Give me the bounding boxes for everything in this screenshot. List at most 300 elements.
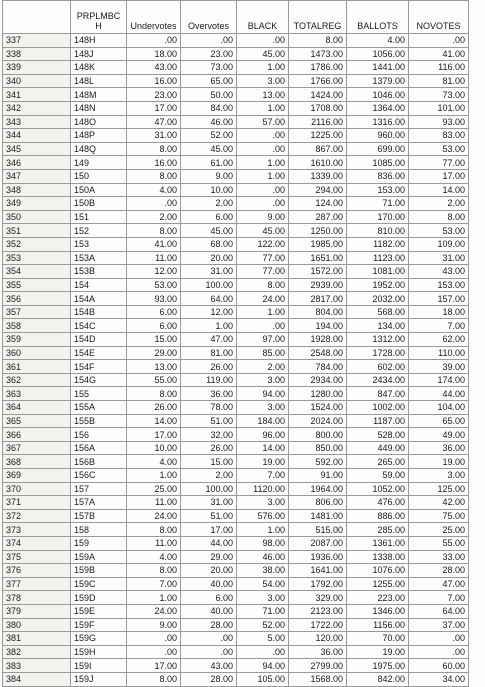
row-number[interactable]: 379 [3,604,71,618]
overvotes-cell[interactable]: 31.00 [181,496,237,510]
black-cell[interactable]: 1.00 [237,61,289,75]
black-cell[interactable]: 13.00 [237,88,289,102]
totalreg-cell[interactable]: 1766.00 [289,74,347,88]
totalreg-cell[interactable]: 1481.00 [289,509,347,523]
undervotes-cell[interactable]: .00 [127,197,181,211]
undervotes-cell[interactable]: 24.00 [127,509,181,523]
black-cell[interactable]: .00 [237,197,289,211]
undervotes-cell[interactable]: 43.00 [127,61,181,75]
black-cell[interactable]: 3.00 [237,591,289,605]
black-cell[interactable]: 46.00 [237,550,289,564]
precinct-cell[interactable]: 148P [71,129,127,143]
black-cell[interactable]: 38.00 [237,564,289,578]
overvotes-cell[interactable]: 23.00 [181,47,237,61]
novotes-cell[interactable]: 43.00 [409,265,469,279]
ballots-cell[interactable]: 153.00 [347,183,409,197]
totalreg-cell[interactable]: 1250.00 [289,224,347,238]
row-number[interactable]: 369 [3,469,71,483]
header-totalreg[interactable]: TOTALREG [289,1,347,34]
totalreg-cell[interactable]: 2939.00 [289,278,347,292]
black-cell[interactable]: 7.00 [237,469,289,483]
row-number[interactable]: 345 [3,142,71,156]
precinct-cell[interactable]: 148J [71,47,127,61]
undervotes-cell[interactable]: 8.00 [127,564,181,578]
row-number[interactable]: 340 [3,74,71,88]
totalreg-cell[interactable]: 850.00 [289,441,347,455]
black-cell[interactable]: 24.00 [237,292,289,306]
novotes-cell[interactable]: 2.00 [409,197,469,211]
totalreg-cell[interactable]: 2817.00 [289,292,347,306]
black-cell[interactable]: 1.00 [237,523,289,537]
precinct-cell[interactable]: 154B [71,305,127,319]
ballots-cell[interactable]: 1123.00 [347,251,409,265]
overvotes-cell[interactable]: 51.00 [181,509,237,523]
overvotes-cell[interactable]: 1.00 [181,319,237,333]
novotes-cell[interactable]: 75.00 [409,509,469,523]
novotes-cell[interactable]: 81.00 [409,74,469,88]
precinct-cell[interactable]: 159 [71,536,127,550]
precinct-cell[interactable]: 157B [71,509,127,523]
ballots-cell[interactable]: 1364.00 [347,101,409,115]
undervotes-cell[interactable]: 17.00 [127,101,181,115]
undervotes-cell[interactable]: 26.00 [127,401,181,415]
totalreg-cell[interactable]: 120.00 [289,632,347,646]
novotes-cell[interactable]: 37.00 [409,618,469,632]
ballots-cell[interactable]: 699.00 [347,142,409,156]
undervotes-cell[interactable]: 6.00 [127,319,181,333]
undervotes-cell[interactable]: 16.00 [127,74,181,88]
novotes-cell[interactable]: 18.00 [409,305,469,319]
ballots-cell[interactable]: 602.00 [347,360,409,374]
header-undervotes[interactable]: Undervotes [127,1,181,34]
totalreg-cell[interactable]: 1610.00 [289,156,347,170]
totalreg-cell[interactable]: 294.00 [289,183,347,197]
totalreg-cell[interactable]: 2123.00 [289,604,347,618]
ballots-cell[interactable]: 1081.00 [347,265,409,279]
undervotes-cell[interactable]: 12.00 [127,265,181,279]
totalreg-cell[interactable]: 1786.00 [289,61,347,75]
novotes-cell[interactable]: .00 [409,645,469,659]
row-number[interactable]: 382 [3,645,71,659]
row-number[interactable]: 364 [3,401,71,415]
totalreg-cell[interactable]: 124.00 [289,197,347,211]
ballots-cell[interactable]: 449.00 [347,441,409,455]
black-cell[interactable]: 1120.00 [237,482,289,496]
ballots-cell[interactable]: 886.00 [347,509,409,523]
black-cell[interactable]: 3.00 [237,373,289,387]
row-number[interactable]: 361 [3,360,71,374]
overvotes-cell[interactable]: 68.00 [181,237,237,251]
totalreg-cell[interactable]: 2799.00 [289,659,347,673]
undervotes-cell[interactable]: 23.00 [127,88,181,102]
overvotes-cell[interactable]: 78.00 [181,401,237,415]
black-cell[interactable]: 77.00 [237,251,289,265]
overvotes-cell[interactable]: 73.00 [181,61,237,75]
undervotes-cell[interactable]: 29.00 [127,346,181,360]
overvotes-cell[interactable]: 20.00 [181,564,237,578]
ballots-cell[interactable]: 1002.00 [347,401,409,415]
overvotes-cell[interactable]: 28.00 [181,672,237,686]
black-cell[interactable]: 5.00 [237,632,289,646]
novotes-cell[interactable]: 36.00 [409,441,469,455]
precinct-cell[interactable]: 154A [71,292,127,306]
precinct-cell[interactable]: 156C [71,469,127,483]
precinct-cell[interactable]: 159B [71,564,127,578]
overvotes-cell[interactable]: 17.00 [181,523,237,537]
overvotes-cell[interactable]: 100.00 [181,482,237,496]
precinct-cell[interactable]: 148N [71,101,127,115]
novotes-cell[interactable]: 49.00 [409,428,469,442]
overvotes-cell[interactable]: 44.00 [181,536,237,550]
black-cell[interactable]: 1.00 [237,169,289,183]
black-cell[interactable]: 1.00 [237,305,289,319]
row-number[interactable]: 363 [3,387,71,401]
black-cell[interactable]: .00 [237,142,289,156]
row-number[interactable]: 380 [3,618,71,632]
row-number[interactable]: 338 [3,47,71,61]
black-cell[interactable]: 71.00 [237,604,289,618]
row-number[interactable]: 346 [3,156,71,170]
ballots-cell[interactable]: 265.00 [347,455,409,469]
black-cell[interactable]: 1.00 [237,156,289,170]
novotes-cell[interactable]: 53.00 [409,224,469,238]
precinct-cell[interactable]: 159I [71,659,127,673]
row-number[interactable]: 351 [3,224,71,238]
black-cell[interactable]: 52.00 [237,618,289,632]
ballots-cell[interactable]: 528.00 [347,428,409,442]
overvotes-cell[interactable]: 45.00 [181,224,237,238]
black-cell[interactable]: .00 [237,645,289,659]
totalreg-cell[interactable]: 1225.00 [289,129,347,143]
novotes-cell[interactable]: .00 [409,632,469,646]
precinct-cell[interactable]: 159A [71,550,127,564]
undervotes-cell[interactable]: 11.00 [127,496,181,510]
row-number[interactable]: 371 [3,496,71,510]
novotes-cell[interactable]: 109.00 [409,237,469,251]
totalreg-cell[interactable]: 1936.00 [289,550,347,564]
totalreg-cell[interactable]: 1339.00 [289,169,347,183]
overvotes-cell[interactable]: 47.00 [181,333,237,347]
row-number[interactable]: 374 [3,536,71,550]
undervotes-cell[interactable]: 24.00 [127,604,181,618]
overvotes-cell[interactable]: 45.00 [181,142,237,156]
black-cell[interactable]: 45.00 [237,47,289,61]
precinct-cell[interactable]: 148L [71,74,127,88]
row-number[interactable]: 358 [3,319,71,333]
totalreg-cell[interactable]: 1424.00 [289,88,347,102]
overvotes-cell[interactable]: 6.00 [181,591,237,605]
totalreg-cell[interactable]: 867.00 [289,142,347,156]
overvotes-cell[interactable]: 100.00 [181,278,237,292]
row-number[interactable]: 384 [3,672,71,686]
undervotes-cell[interactable]: 1.00 [127,469,181,483]
precinct-cell[interactable]: 156A [71,441,127,455]
novotes-cell[interactable]: 101.00 [409,101,469,115]
precinct-cell[interactable]: 148Q [71,142,127,156]
row-number[interactable]: 352 [3,237,71,251]
undervotes-cell[interactable]: 8.00 [127,672,181,686]
undervotes-cell[interactable]: 13.00 [127,360,181,374]
overvotes-cell[interactable]: .00 [181,632,237,646]
ballots-cell[interactable]: 1046.00 [347,88,409,102]
overvotes-cell[interactable]: .00 [181,645,237,659]
ballots-cell[interactable]: 1255.00 [347,577,409,591]
totalreg-cell[interactable]: 1651.00 [289,251,347,265]
undervotes-cell[interactable]: 4.00 [127,455,181,469]
precinct-cell[interactable]: 154C [71,319,127,333]
novotes-cell[interactable]: 8.00 [409,210,469,224]
row-number[interactable]: 360 [3,346,71,360]
novotes-cell[interactable]: 157.00 [409,292,469,306]
undervotes-cell[interactable]: 41.00 [127,237,181,251]
totalreg-cell[interactable]: 2934.00 [289,373,347,387]
black-cell[interactable]: 54.00 [237,577,289,591]
novotes-cell[interactable]: 55.00 [409,536,469,550]
row-number[interactable]: 339 [3,61,71,75]
novotes-cell[interactable]: .00 [409,34,469,48]
row-number[interactable]: 350 [3,210,71,224]
undervotes-cell[interactable]: 8.00 [127,169,181,183]
precinct-cell[interactable]: 154E [71,346,127,360]
header-prplmbch[interactable]: PRPLMBCH [71,1,127,34]
header-overvotes[interactable]: Overvotes [181,1,237,34]
black-cell[interactable]: 94.00 [237,387,289,401]
totalreg-cell[interactable]: 8.00 [289,34,347,48]
undervotes-cell[interactable]: 11.00 [127,251,181,265]
overvotes-cell[interactable]: 36.00 [181,387,237,401]
precinct-cell[interactable]: 152 [71,224,127,238]
ballots-cell[interactable]: 1316.00 [347,115,409,129]
row-number[interactable]: 368 [3,455,71,469]
overvotes-cell[interactable]: 2.00 [181,197,237,211]
precinct-cell[interactable]: 155A [71,401,127,415]
precinct-cell[interactable]: 154F [71,360,127,374]
precinct-cell[interactable]: 148O [71,115,127,129]
novotes-cell[interactable]: 60.00 [409,659,469,673]
overvotes-cell[interactable]: 6.00 [181,210,237,224]
totalreg-cell[interactable]: 1964.00 [289,482,347,496]
overvotes-cell[interactable]: 84.00 [181,101,237,115]
precinct-cell[interactable]: 158 [71,523,127,537]
header-novotes[interactable]: NOVOTES [409,1,469,34]
row-number[interactable]: 366 [3,428,71,442]
ballots-cell[interactable]: 1156.00 [347,618,409,632]
ballots-cell[interactable]: 1379.00 [347,74,409,88]
novotes-cell[interactable]: 93.00 [409,115,469,129]
undervotes-cell[interactable]: 8.00 [127,224,181,238]
ballots-cell[interactable]: 960.00 [347,129,409,143]
undervotes-cell[interactable]: .00 [127,34,181,48]
undervotes-cell[interactable]: 17.00 [127,428,181,442]
black-cell[interactable]: 105.00 [237,672,289,686]
undervotes-cell[interactable]: 10.00 [127,441,181,455]
overvotes-cell[interactable]: 51.00 [181,414,237,428]
undervotes-cell[interactable]: 4.00 [127,183,181,197]
precinct-cell[interactable]: 150A [71,183,127,197]
totalreg-cell[interactable]: 1572.00 [289,265,347,279]
black-cell[interactable]: 98.00 [237,536,289,550]
black-cell[interactable]: 8.00 [237,278,289,292]
precinct-cell[interactable]: 150 [71,169,127,183]
overvotes-cell[interactable]: 31.00 [181,265,237,279]
overvotes-cell[interactable]: 10.00 [181,183,237,197]
undervotes-cell[interactable]: 1.00 [127,591,181,605]
precinct-cell[interactable]: 151 [71,210,127,224]
black-cell[interactable]: .00 [237,129,289,143]
overvotes-cell[interactable]: 61.00 [181,156,237,170]
novotes-cell[interactable]: 17.00 [409,169,469,183]
row-number[interactable]: 349 [3,197,71,211]
header-rownum[interactable] [3,1,71,34]
row-number[interactable]: 354 [3,265,71,279]
totalreg-cell[interactable]: 1568.00 [289,672,347,686]
ballots-cell[interactable]: 1975.00 [347,659,409,673]
totalreg-cell[interactable]: 592.00 [289,455,347,469]
novotes-cell[interactable]: 34.00 [409,672,469,686]
precinct-cell[interactable]: 149 [71,156,127,170]
ballots-cell[interactable]: 476.00 [347,496,409,510]
row-number[interactable]: 359 [3,333,71,347]
undervotes-cell[interactable]: 6.00 [127,305,181,319]
black-cell[interactable]: 94.00 [237,659,289,673]
totalreg-cell[interactable]: 1280.00 [289,387,347,401]
row-number[interactable]: 341 [3,88,71,102]
totalreg-cell[interactable]: 1928.00 [289,333,347,347]
overvotes-cell[interactable]: 50.00 [181,88,237,102]
black-cell[interactable]: 19.00 [237,455,289,469]
totalreg-cell[interactable]: 806.00 [289,496,347,510]
overvotes-cell[interactable]: 64.00 [181,292,237,306]
ballots-cell[interactable]: 1952.00 [347,278,409,292]
black-cell[interactable]: 57.00 [237,115,289,129]
totalreg-cell[interactable]: 194.00 [289,319,347,333]
novotes-cell[interactable]: 7.00 [409,591,469,605]
undervotes-cell[interactable]: 7.00 [127,577,181,591]
overvotes-cell[interactable]: 32.00 [181,428,237,442]
row-number[interactable]: 356 [3,292,71,306]
ballots-cell[interactable]: 1076.00 [347,564,409,578]
precinct-cell[interactable]: 159G [71,632,127,646]
precinct-cell[interactable]: 159J [71,672,127,686]
ballots-cell[interactable]: 1338.00 [347,550,409,564]
totalreg-cell[interactable]: 287.00 [289,210,347,224]
black-cell[interactable]: 3.00 [237,74,289,88]
row-number[interactable]: 378 [3,591,71,605]
ballots-cell[interactable]: 568.00 [347,305,409,319]
novotes-cell[interactable]: 44.00 [409,387,469,401]
ballots-cell[interactable]: 2032.00 [347,292,409,306]
novotes-cell[interactable]: 33.00 [409,550,469,564]
undervotes-cell[interactable]: 9.00 [127,618,181,632]
totalreg-cell[interactable]: 1641.00 [289,564,347,578]
precinct-cell[interactable]: 157A [71,496,127,510]
black-cell[interactable]: 3.00 [237,496,289,510]
black-cell[interactable]: 576.00 [237,509,289,523]
precinct-cell[interactable]: 153A [71,251,127,265]
black-cell[interactable]: 3.00 [237,401,289,415]
overvotes-cell[interactable]: 65.00 [181,74,237,88]
novotes-cell[interactable]: 64.00 [409,604,469,618]
row-number[interactable]: 357 [3,305,71,319]
precinct-cell[interactable]: 155 [71,387,127,401]
totalreg-cell[interactable]: 2024.00 [289,414,347,428]
precinct-cell[interactable]: 154D [71,333,127,347]
ballots-cell[interactable]: 1052.00 [347,482,409,496]
precinct-cell[interactable]: 155B [71,414,127,428]
novotes-cell[interactable]: 77.00 [409,156,469,170]
undervotes-cell[interactable]: 14.00 [127,414,181,428]
ballots-cell[interactable]: 59.00 [347,469,409,483]
totalreg-cell[interactable]: 2116.00 [289,115,347,129]
novotes-cell[interactable]: 28.00 [409,564,469,578]
ballots-cell[interactable]: 19.00 [347,645,409,659]
row-number[interactable]: 383 [3,659,71,673]
row-number[interactable]: 367 [3,441,71,455]
totalreg-cell[interactable]: 1524.00 [289,401,347,415]
totalreg-cell[interactable]: 804.00 [289,305,347,319]
ballots-cell[interactable]: 836.00 [347,169,409,183]
overvotes-cell[interactable]: 40.00 [181,604,237,618]
ballots-cell[interactable]: 71.00 [347,197,409,211]
black-cell[interactable]: 45.00 [237,224,289,238]
undervotes-cell[interactable]: 8.00 [127,142,181,156]
black-cell[interactable]: 9.00 [237,210,289,224]
novotes-cell[interactable]: 73.00 [409,88,469,102]
novotes-cell[interactable]: 53.00 [409,142,469,156]
precinct-cell[interactable]: 153 [71,237,127,251]
totalreg-cell[interactable]: 784.00 [289,360,347,374]
black-cell[interactable]: .00 [237,183,289,197]
black-cell[interactable]: 77.00 [237,265,289,279]
ballots-cell[interactable]: 1346.00 [347,604,409,618]
undervotes-cell[interactable]: 8.00 [127,523,181,537]
overvotes-cell[interactable]: 43.00 [181,659,237,673]
precinct-cell[interactable]: 154 [71,278,127,292]
black-cell[interactable]: 14.00 [237,441,289,455]
ballots-cell[interactable]: 2434.00 [347,373,409,387]
overvotes-cell[interactable]: 29.00 [181,550,237,564]
row-number[interactable]: 365 [3,414,71,428]
ballots-cell[interactable]: 1312.00 [347,333,409,347]
row-number[interactable]: 370 [3,482,71,496]
novotes-cell[interactable]: 42.00 [409,496,469,510]
row-number[interactable]: 377 [3,577,71,591]
ballots-cell[interactable]: 70.00 [347,632,409,646]
undervotes-cell[interactable]: 2.00 [127,210,181,224]
totalreg-cell[interactable]: 2548.00 [289,346,347,360]
row-number[interactable]: 372 [3,509,71,523]
ballots-cell[interactable]: 1728.00 [347,346,409,360]
row-number[interactable]: 347 [3,169,71,183]
precinct-cell[interactable]: 156B [71,455,127,469]
overvotes-cell[interactable]: 2.00 [181,469,237,483]
precinct-cell[interactable]: 148M [71,88,127,102]
header-ballots[interactable]: BALLOTS [347,1,409,34]
black-cell[interactable]: 2.00 [237,360,289,374]
totalreg-cell[interactable]: 1792.00 [289,577,347,591]
row-number[interactable]: 381 [3,632,71,646]
row-number[interactable]: 343 [3,115,71,129]
row-number[interactable]: 353 [3,251,71,265]
row-number[interactable]: 375 [3,550,71,564]
totalreg-cell[interactable]: 800.00 [289,428,347,442]
ballots-cell[interactable]: 842.00 [347,672,409,686]
row-number[interactable]: 342 [3,101,71,115]
novotes-cell[interactable]: 41.00 [409,47,469,61]
undervotes-cell[interactable]: 47.00 [127,115,181,129]
novotes-cell[interactable]: 83.00 [409,129,469,143]
black-cell[interactable]: 1.00 [237,101,289,115]
